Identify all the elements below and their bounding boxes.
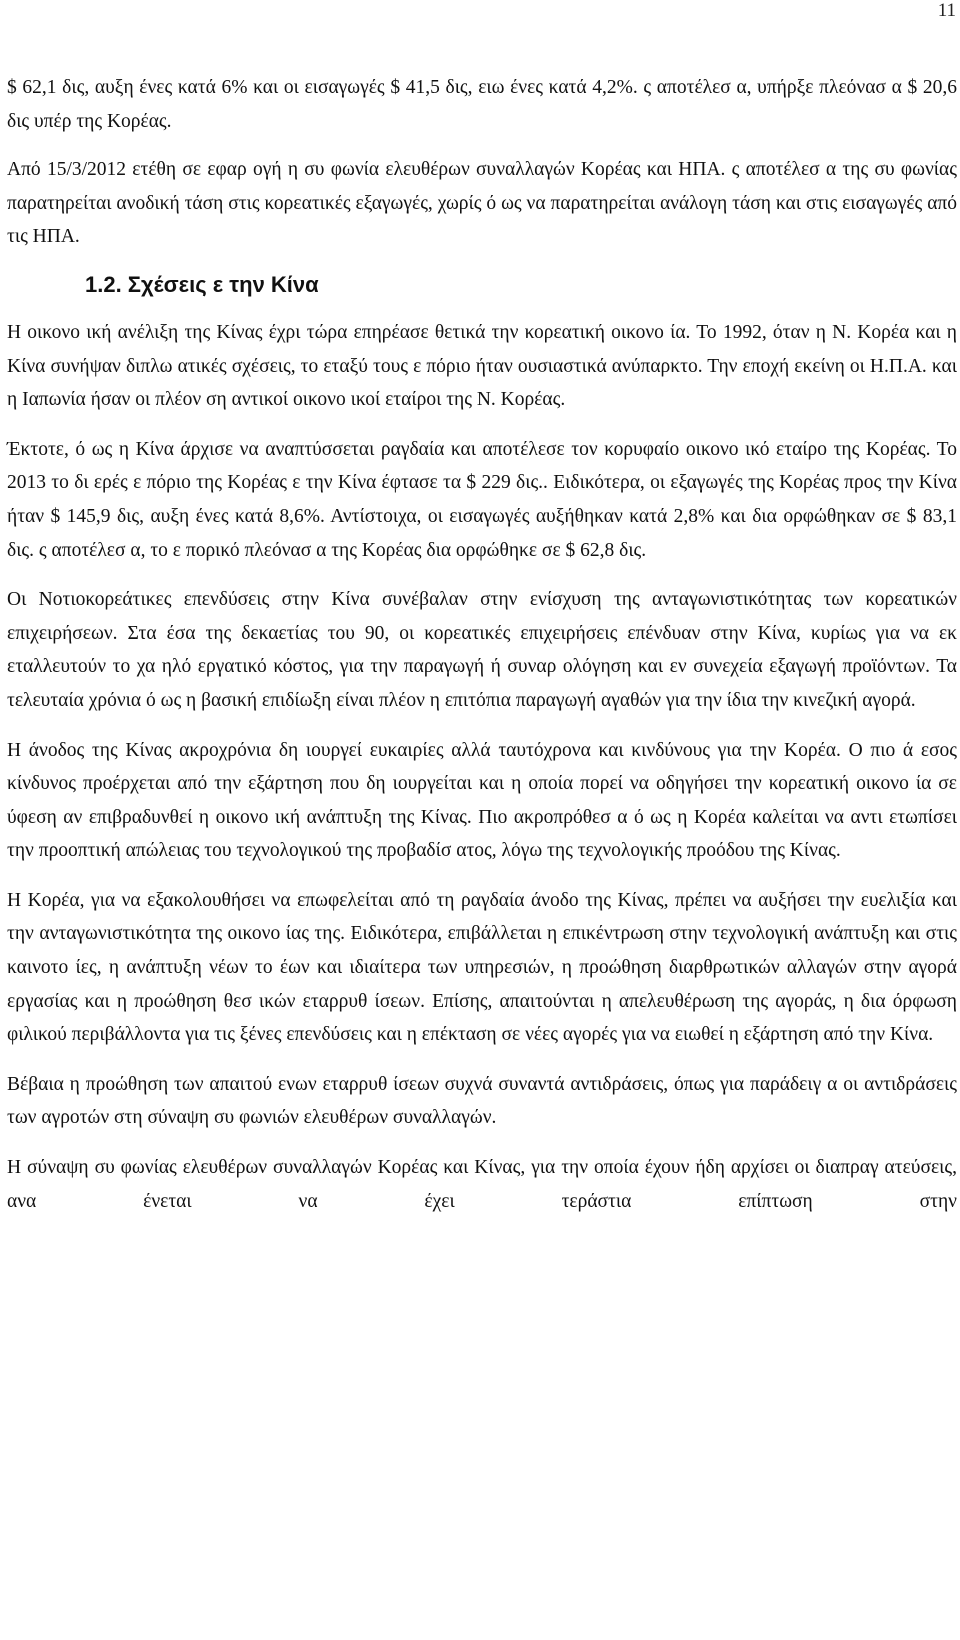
paragraph-reactions: Βέβαια η προώθηση των απαιτού ενων εταρρυθ ίσεων συχνά συναντά αντιδράσεις, όπως για παράδειγ α οι αντιδράσεις των αγροτών στη σύναψη συ φωνιών ελευθέρων συναλλαγών. <box>7 1073 957 1129</box>
section-heading: 1.2. Σχέσεις ε την Κίνα <box>85 271 319 297</box>
body-text <box>7 71 957 1218</box>
paragraph-china-rise: Η οικονο ική ανέλιξη της Κίνας έχρι τώρα επηρέασε θετικά την κορεατική οικονο ία. Το 1992, όταν η Ν. Κορέα και η Κίνα συνήψαν διπλω ατικές σχέσεις, το εταξύ τους ε πόριο ήταν ουσιαστικά ανύπαρκτο. Την εποχή εκείνη οι Η.Π.Α. και η Ιαπωνία ήσαν οι πλέον ση αντικοί οικονο ικοί εταίροι της Ν. Κορέας. <box>7 321 957 411</box>
paragraph-china-partner: Έκτοτε, ό ως η Κίνα άρχισε να αναπτύσσεται ραγδαία και αποτέλεσε τον κορυφαίο οικονο ικό εταίρο της Κορέας. Το 2013 το δι ερές ε πόριο της Κορέας ε την Κίνα έφτασε τα $ 229 δις.. Ειδικότερα, οι εξαγωγές της Κορέας προς την Κίνα ήταν $ 145,9 δις, αυξη ένες κατά 8,6%. Αντίστοιχα, οι εισαγωγές αυξήθηκαν κατά 2,8% και δια ορφώθηκαν σε $ 83,1 δις. ς αποτέλεσ α, το ε πορικό πλεόνασ α της Κορέας δια ορφώθηκε σε $ 62,8 δις. <box>7 438 957 561</box>
paragraph-trade-usa-figures: $ 62,1 δις, αυξη ένες κατά 6% και οι εισαγωγές $ 41,5 δις, ειω ένες κατά 4,2%. ς αποτέλεσ α, υπήρξε πλεόνασ α $ 20,6 δις υπέρ της Κορέας. <box>7 77 957 132</box>
paragraph-fta-korea-usa: Από 15/3/2012 ετέθη σε εφαρ ογή η συ φωνία ελευθέρων συναλλαγών Κορέας και ΗΠΑ. ς αποτέλεσ α της συ φωνίας παρατηρείται ανοδική τάση στις κορεατικές εξαγωγές, χωρίς ό ως να παρατηρείται ανάλογη τάση και στις εισαγωγές από τις ΗΠΑ. <box>7 159 957 248</box>
paragraph-investments: Οι Νοτιοκορεάτικες επενδύσεις στην Κίνα συνέβαλαν στην ενίσχυση της ανταγωνιστικότητας των κορεατικών επιχειρήσεων. Στα έσα της δεκαετίας του 90, οι κορεατικές επιχειρήσεις επένδυαν στην Κίνα, κυρίως για να εκ εταλλευτούν το χα ηλό εργατικό κόστος, για την παραγωγή ή συναρ ολόγηση και εν συνεχεία εξαγωγή προϊόντων. Τα τελευταία χρόνια ό ως η βασική επιδίωξη είναι πλέον η επιτόπια παραγωγή αγαθών για την ίδια την κινεζική αγορά. <box>7 589 957 711</box>
page-number: 11 <box>937 0 956 21</box>
paragraph-reforms: Η Κορέα, για να εξακολουθήσει να επωφελείται από τη ραγδαία άνοδο της Κίνας, πρέπει να αυξήσει την ευελιξία και την ανταγωνιστικότητα της οικονο ίας της. Ειδικότερα, επιβάλλεται η επικέντρωση στην τεχνολογική ανάπτυξη και στις καινοτο ίες, η ανάπτυξη νέων το έων και ιδιαίτερα των υπηρεσιών, η προώθηση διαρθρωτικών αλλαγών στην αγορά εργασίας και η προώθηση θεσ ικών εταρρυθ ίσεων. Επίσης, απαιτούνται η απελευθέρωση της αγοράς, η δια όρφωση φιλικού περιβάλλοντα για τις ξένες επενδύσεις και η επέκταση σε νέες αγορές για να ειωθεί η εξάρτηση από την Κίνα. <box>7 889 957 1046</box>
paragraph-risks: Η άνοδος της Κίνας ακροχρόνια δη ιουργεί ευκαιρίες αλλά ταυτόχρονα και κινδύνους για την Κορέα. Ο πιο ά εσος κίνδυνος προέρχεται από την εξάρτηση που δη ιουργείται και η οποία πορεί να οδηγήσει την κορεατική οικονο ία σε ύφεση αν επιβραδυνθεί η οικονο ική ανάπτυξη της Κίνας. Πιο ακροπρόθεσ α ό ως η Κορέα καλείται να αντι ετωπίσει την προοπτική απώλειας του τεχνολογικού της προβαδίσ ατος, λόγω της τεχνολογικής προόδου της Κίνας. <box>7 739 957 862</box>
paragraph-fta-korea-china: Η σύναψη συ φωνίας ελευθέρων συναλλαγών Κορέας και Κίνας, για την οποία έχουν ήδη αρχίσει οι διαπραγ ατεύσεις, ανα ένεται να έχει τεράστια επίπτωση στην <box>7 1157 957 1212</box>
